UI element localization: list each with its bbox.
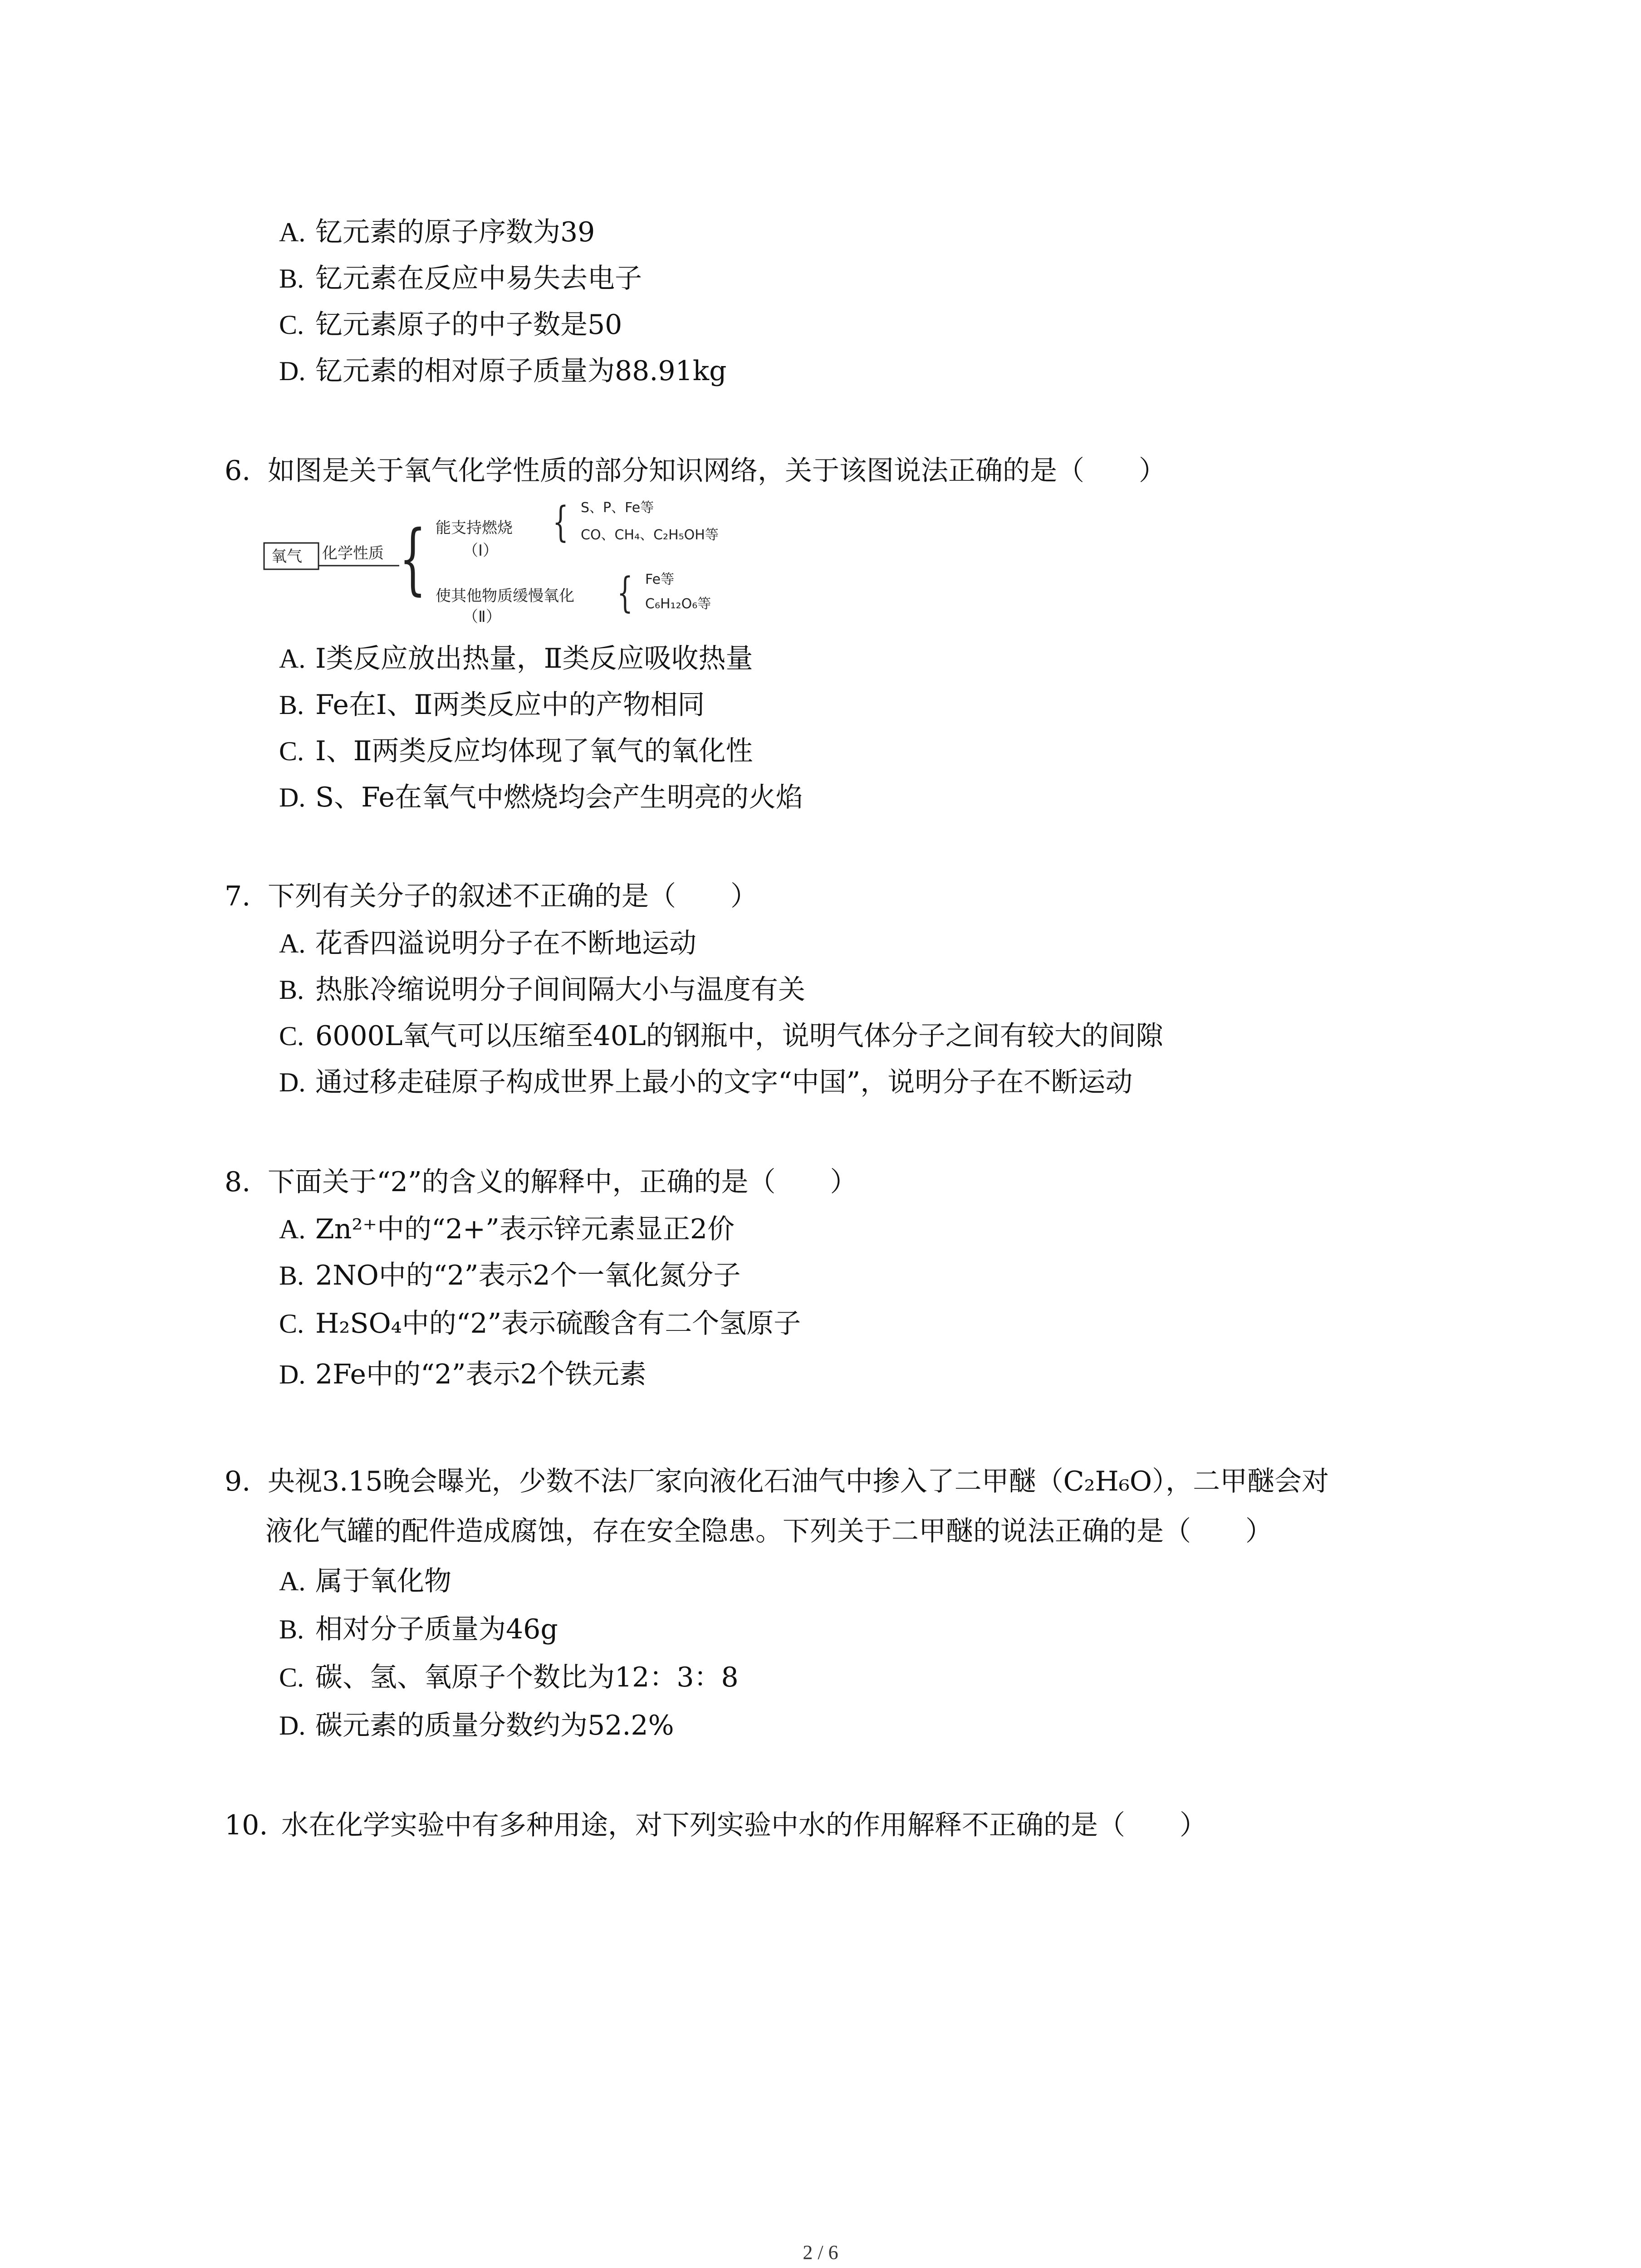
diagram-branch2-label: 使其他物质缓慢氧化 <box>436 587 574 605</box>
question-text: 央视3.15晚会曝光，少数不法厂家向液化石油气中掺入了二甲醚（C₂H₆O），二甲醚会对 <box>268 1466 1329 1497</box>
option-text: 通过移走硅原子构成世界上最小的文字“中国”，说明分子在不断运动 <box>315 1066 1133 1098</box>
q8-option-d <box>279 1361 647 1388</box>
question-text: 下面关于“2”的含义的解释中，正确的是（ ） <box>268 1166 857 1198</box>
q5-option-c <box>279 309 622 341</box>
question-number: 7. <box>225 880 251 912</box>
option-label: D. <box>279 782 306 812</box>
option-text: Zn²⁺中的“2+”表示锌元素显正2价 <box>315 1213 735 1245</box>
option-text: 钇元素的原子序数为39 <box>315 216 595 248</box>
q7-option-c <box>279 1022 1163 1050</box>
option-text: 2Fe中的“2”表示2个铁元素 <box>315 1359 647 1390</box>
q7-option-d <box>279 1066 1133 1098</box>
diagram-branch1-label: 能支持燃烧 <box>436 519 513 537</box>
option-label: B. <box>279 1261 304 1290</box>
q8-option-a <box>279 1213 735 1245</box>
diagram-root-label: 氧气 <box>271 547 302 566</box>
option-label: C. <box>279 1021 304 1051</box>
question-text: 下列有关分子的叙述不正确的是（ ） <box>268 880 758 912</box>
option-text: 钇元素原子的中子数是50 <box>315 309 622 341</box>
option-text: 相对分子质量为46g <box>315 1613 558 1645</box>
option-label: A. <box>279 929 306 958</box>
diagram-branch2-item: Fe等 <box>645 572 675 587</box>
q6-option-d <box>279 784 803 811</box>
option-text: S、Fe在氧气中燃烧均会产生明亮的火焰 <box>315 782 803 813</box>
option-text: Ⅰ类反应放出热量，Ⅱ类反应吸收热量 <box>315 643 753 675</box>
diagram-branch1-item: S、P、Fe等 <box>581 500 654 516</box>
q5-option-d <box>279 357 727 385</box>
q8-stem <box>225 1168 1472 1196</box>
option-text: 属于氧化物 <box>315 1565 451 1597</box>
q10-stem <box>225 1809 1472 1841</box>
q7-option-b <box>279 974 805 1006</box>
diagram-branch2-item: C₆H₁₂O₆等 <box>645 596 711 612</box>
option-label: D. <box>279 356 306 386</box>
option-text: 6000L氧气可以压缩至40L的钢瓶中，说明气体分子之间有较大的间隙 <box>315 1020 1163 1052</box>
q8-option-b <box>279 1262 741 1289</box>
option-text: 钇元素的相对原子质量为88.91kg <box>315 355 727 387</box>
question-text: 如图是关于氧气化学性质的部分知识网络，关于该图说法正确的是（ ） <box>268 455 1166 487</box>
q5-option-b <box>279 265 642 292</box>
page-number: 2 / 6 <box>803 2241 838 2263</box>
option-label: D. <box>279 1359 306 1389</box>
diagram-main-brace: { <box>399 514 426 604</box>
q5-option-a <box>279 216 595 248</box>
option-text: 钇元素在反应中易失去电子 <box>315 263 642 294</box>
question-number: 10. <box>225 1809 268 1841</box>
option-text: 2NO中的“2”表示2个一氧化氮分子 <box>315 1260 741 1291</box>
option-label: D. <box>279 1711 306 1740</box>
option-label: A. <box>279 1566 306 1596</box>
diagram-branch1-item: CO、CH₄、C₂H₅OH等 <box>581 527 719 543</box>
q9-stem <box>225 1468 1472 1495</box>
q9-option-a <box>279 1565 451 1597</box>
option-label: C. <box>279 736 304 766</box>
diagram-lines <box>263 498 798 624</box>
q6-option-c <box>279 735 753 767</box>
diagram-branch2-brace: { <box>617 568 633 617</box>
option-text: 热胀冷缩说明分子间间隔大小与温度有关 <box>315 974 805 1006</box>
option-label: A. <box>279 1214 306 1244</box>
option-label: B. <box>279 975 304 1005</box>
q6-stem <box>225 455 1472 487</box>
diagram-branch2-tag: （Ⅱ） <box>463 608 501 626</box>
oxygen-properties-diagram <box>263 498 798 626</box>
option-text: 碳、氢、氧原子个数比为12：3：8 <box>315 1662 739 1693</box>
diagram-branch1-brace: { <box>553 498 569 546</box>
option-label: A. <box>279 217 306 247</box>
q6-option-a <box>279 643 753 675</box>
q8-option-c <box>279 1310 801 1337</box>
option-text: H₂SO₄中的“2”表示硫酸含有二个氢原子 <box>315 1308 801 1339</box>
question-text: 水在化学实验中有多种用途，对下列实验中水的作用解释不正确的是（ ） <box>281 1809 1207 1841</box>
option-label: B. <box>279 1614 304 1644</box>
diagram-branch1-tag: （Ⅰ） <box>463 542 499 560</box>
q9-stem-continued: 液化气罐的配件造成腐蚀，存在安全隐患。下列关于二甲醚的说法正确的是（ ） <box>265 1515 1273 1547</box>
option-label: C. <box>279 1309 304 1339</box>
option-text: Fe在Ⅰ、Ⅱ两类反应中的产物相同 <box>315 689 705 721</box>
q9-option-c <box>279 1664 739 1691</box>
q7-stem <box>225 880 1472 912</box>
q9-option-d <box>279 1712 674 1739</box>
option-text: 花香四溢说明分子在不断地运动 <box>315 928 696 959</box>
option-text: Ⅰ、Ⅱ两类反应均体现了氧气的氧化性 <box>315 735 753 767</box>
q9-option-b <box>279 1613 558 1645</box>
q6-option-b <box>279 691 705 719</box>
option-label: B. <box>279 264 304 293</box>
question-number: 9. <box>225 1466 251 1497</box>
question-number: 8. <box>225 1166 251 1198</box>
option-label: D. <box>279 1067 306 1097</box>
option-label: A. <box>279 644 306 674</box>
diagram-edge-label: 化学性质 <box>322 544 384 562</box>
option-label: C. <box>279 310 304 340</box>
q7-option-a <box>279 930 696 957</box>
question-number: 6. <box>225 455 251 487</box>
option-text: 碳元素的质量分数约为52.2% <box>315 1710 674 1741</box>
option-label: C. <box>279 1662 304 1692</box>
option-label: B. <box>279 690 304 720</box>
